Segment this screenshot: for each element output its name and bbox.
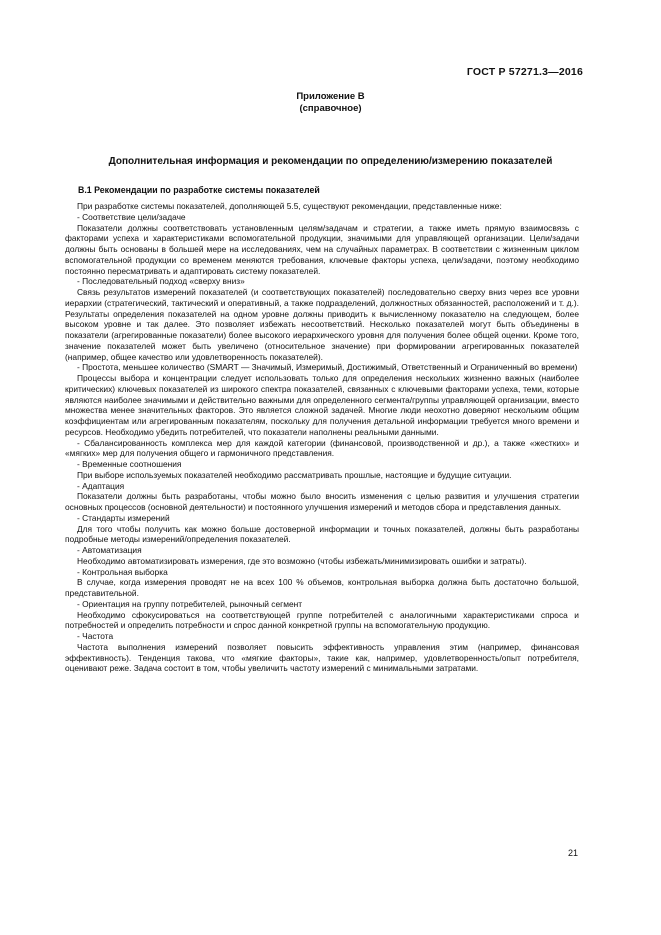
paragraph: Показатели должны быть разработаны, чтобы можно было вносить изменения с целью развития и улучшения стратегии основных процессов (основной деятельности) и постоянного улучшения измерений и методов сбора и представления данных. [65,491,579,512]
list-item: - Адаптация [77,480,125,491]
list-item: - Частота [77,631,114,641]
body-text [65,201,579,674]
paragraph: Процессы выбора и концентрации следует использовать только для определения нескольких жизненно важных (наиболее критических) ключевых показателей из широкого спектра показателей, связанных с ключевыми факторами успеха, теми, которые являются наиболее значимыми и действительно важными для определенного сегмента/группы управляющей организации, вместо множества менее значительных факторов. Это является сложной задачей. Многие люди неохотно доверяют нескольким общим коэффициентам или агрегированным показателям, поскольку для получения детальной информации требуется много времени и ресурсов. Необходимо убедить потребителей, что показатели наполнены реальными данными. [65,373,579,437]
paragraph: Показатели должны соответствовать установленным целям/задачам и стратегии, а также иметь прямую взаимосвязь с факторами успеха и характеристиками вспомогательной продукции, значимыми для управляющей организации. Цели/задачи должны быть основаны в большей мере на исследованиях, чем на случайных параметрах. В соответствии с жизненным циклом вспомогательной продукции со временем меняются требования, ключевые факторы успеха, цели/задачи, поэтому необходимо постоянно пересматривать и адаптировать систему показателей. [65,222,579,276]
page-number: 21 [567,848,578,858]
paragraph: Необходимо автоматизировать измерения, где это возможно (чтобы избежать/минимизировать ошибки и затраты). [77,555,527,566]
paragraph: В случае, когда измерения проводят не на всех 100 % объемов, контрольная выборка должна быть достаточно большой, представительной. [65,577,579,598]
list-item: - Соответствие цели/задаче [77,211,186,222]
document-code: ГОСТ Р 57271.3—2016 [466,66,583,78]
appendix-heading [0,91,661,115]
paragraph: Частота выполнения измерений позволяет повысить эффективность управления этим (например, финансовая эффективность). Тенденция такова, что «мягкие факторы», такие как, например, удовлетворенность/опыт потребителя, оценивают реже. Задача состоит в том, чтобы увеличить частоту измерений с минимальными затратами. [65,641,579,674]
appendix-title: Приложение В [296,91,365,102]
main-title: Дополнительная информация и рекомендации по определению/измерению показателей [108,156,553,167]
list-item: - Контрольная выборка [77,566,168,577]
list-item: - Автоматизация [77,545,142,555]
list-item: - Ориентация на группу потребителей, рыночный сегмент [77,598,303,609]
paragraph: При разработке системы показателей, дополняющей 5.5, существуют рекомендации, представленные ниже: [77,201,502,211]
paragraph: Для того чтобы получить как можно больше достоверной информации и точных показателей, должны быть разработаны подробные методы измерений/определения показателей. [65,523,579,545]
list-item: - Сбалансированность комплекса мер для каждой категории (финансовой, производственной и др.), а также «жестких» и «мягких» мер для получения общего и гармоничного представления. [65,437,579,459]
paragraph: При выборе используемых показателей необходимо рассматривать прошлые, настоящие и будущие ситуации. [77,469,512,480]
appendix-subtitle: (справочное) [299,103,362,114]
section-title: В.1 Рекомендации по разработке системы показателей [78,185,320,195]
list-item: - Временные соотношения [77,459,182,469]
list-item: - Последовательный подход «сверху вниз» [77,276,245,287]
list-item: - Стандарты измерений [77,512,170,523]
list-item: - Простота, меньшее количество (SMART — Значимый, Измеримый, Достижимый, Ответственный и Ограниченный во времени) [77,362,578,373]
paragraph: Необходимо сфокусироваться на соответствующей группе потребителей с аналогичными характеристиками спроса и потребностей и определить потребности и спрос данной конкретной группы на вспомогательную продукцию. [65,609,579,631]
paragraph: Связь результатов измерений показателей (и соответствующих показателей) последовательно сверху вниз через все уровни иерархии (стратегический, тактический и оперативный, а также подразделений, должностных обязанностей, расположений и т. д.). Результаты определения показателей на одном уровне должны приводить к вычисленному показателю на следующем, более высоком уровне и так далее. Это позволяет избежать несоответствий. Несколько показателей могут быть объединены в показатели (агрегированные показатели) более высокого иерархического уровня для получения более общей оценки. Кроме того, значение показателей может быть увеличено (относительное значение) при формировании агрегированных показателей (например, общее качество или удовлетворенность показателей). [65,287,579,362]
